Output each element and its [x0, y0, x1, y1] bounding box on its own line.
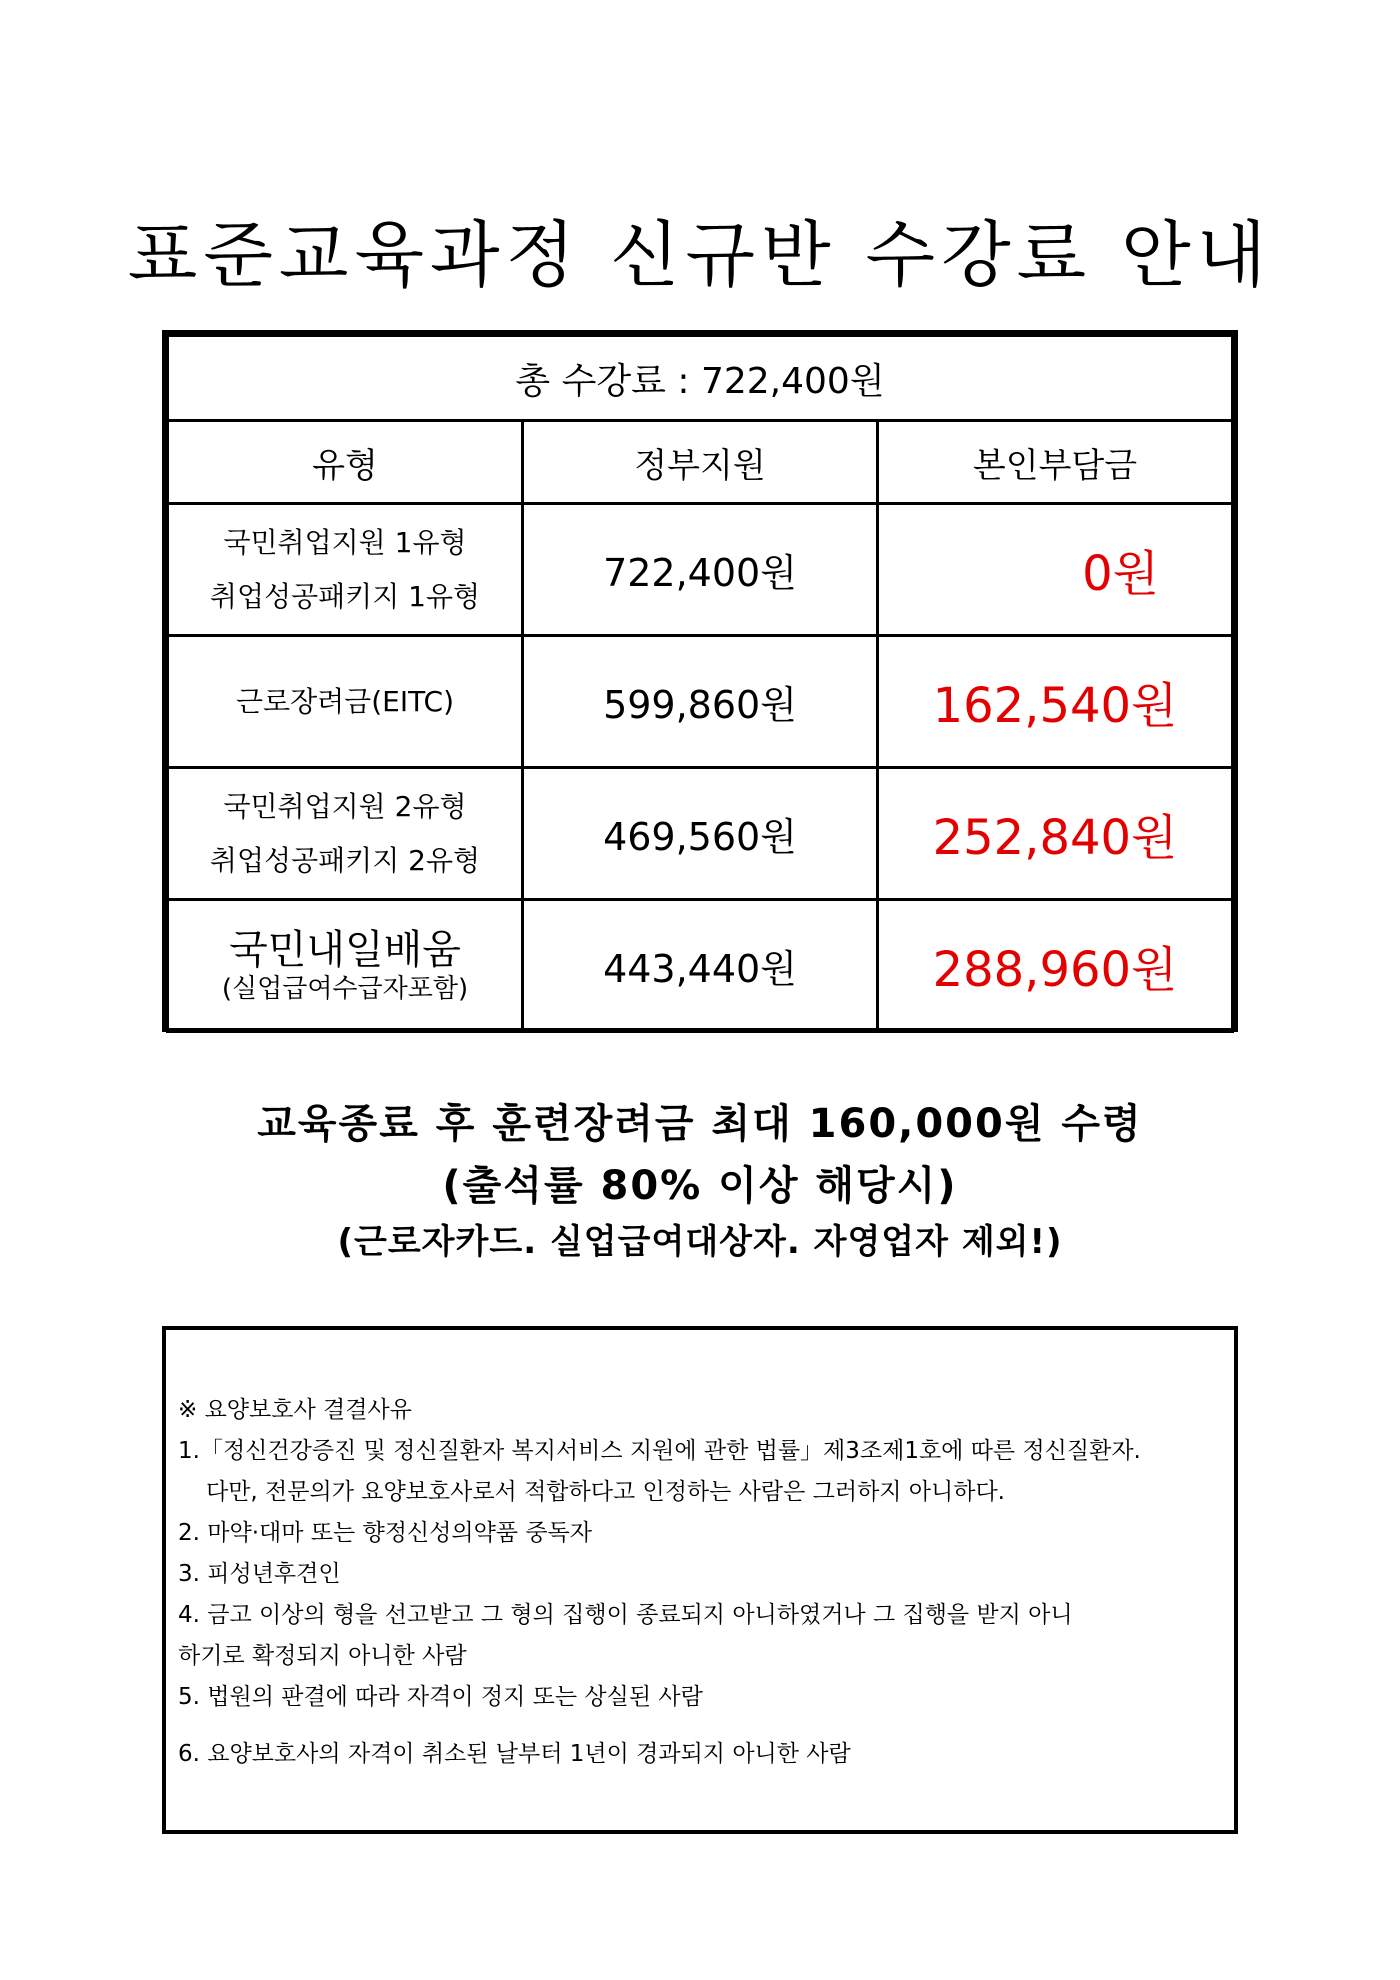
self-amount: 162,540원 [878, 636, 1233, 768]
list-item: 하기로 확정되지 아니한 사람 [178, 1643, 467, 1669]
attendance-condition: (출석률 80% 이상 해당시) [442, 1163, 958, 1209]
table-row [168, 636, 1233, 768]
table-row [168, 504, 1233, 636]
header-self-pay: 본인부담금 [878, 421, 1233, 504]
self-amount: 288,960원 [878, 900, 1233, 1032]
training-allowance-notice: 교육종료 후 훈련장려금 최대 160,000원 수령 [257, 1101, 1143, 1147]
list-item: 2. 마약·대마 또는 향정신성의약품 중독자 [178, 1520, 592, 1546]
type-cell [168, 900, 523, 1032]
self-amount: 252,840원 [878, 768, 1233, 900]
type-cell [168, 504, 523, 636]
list-item: 1.「정신건강증진 및 정신질환자 복지서비스 지원에 관한 법률」제3조제1호에 따른 정신질환자. [178, 1438, 1141, 1464]
fee-table [162, 330, 1238, 1032]
type-label: 취업성공패키지 2유형 [209, 843, 481, 877]
list-item: 4. 금고 이상의 형을 선고받고 그 형의 집행이 종료되지 아니하였거나 그 집행을 받지 아니 [178, 1602, 1073, 1628]
type-sublabel: (실업급여수급자포함) [221, 973, 469, 1004]
table-row [168, 900, 1233, 1032]
header-type: 유형 [168, 421, 523, 504]
gov-amount: 443,440원 [523, 900, 878, 1032]
type-label: 국민취업지원 2유형 [223, 789, 467, 823]
type-cell [168, 636, 523, 768]
disqualification-box [162, 1326, 1238, 1834]
list-item: 다만, 전문의가 요양보호사로서 적합하다고 인정하는 사람은 그러하지 아니하다. [206, 1479, 1005, 1505]
type-cell [168, 768, 523, 900]
disqualification-heading: ※ 요양보호사 결결사유 [178, 1397, 412, 1423]
list-item: 5. 법원의 판결에 따라 자격이 정지 또는 상실된 사람 [178, 1684, 703, 1710]
list-item: 6. 요양보호사의 자격이 취소된 날부터 1년이 경과되지 아니한 사람 [178, 1741, 851, 1767]
type-label: 국민내일배움 [229, 926, 461, 973]
type-label: 취업성공패키지 1유형 [209, 579, 481, 613]
exclusion-note: (근로자카드. 실업급여대상자. 자영업자 제외!) [337, 1222, 1063, 1262]
type-label: 근로장려금(EITC) [235, 684, 455, 718]
type-label: 국민취업지원 1유형 [223, 525, 467, 559]
total-fee: 총 수강료 : 722,400원 [168, 336, 1233, 421]
gov-amount: 599,860원 [523, 636, 878, 768]
page-title: 표준교육과정 신규반 수강료 안내 [127, 213, 1273, 297]
table-row [168, 768, 1233, 900]
header-gov-support: 정부지원 [523, 421, 878, 504]
gov-amount: 722,400원 [523, 504, 878, 636]
list-item: 3. 피성년후견인 [178, 1561, 341, 1587]
gov-amount: 469,560원 [523, 768, 878, 900]
self-amount: 0원 [878, 504, 1233, 636]
